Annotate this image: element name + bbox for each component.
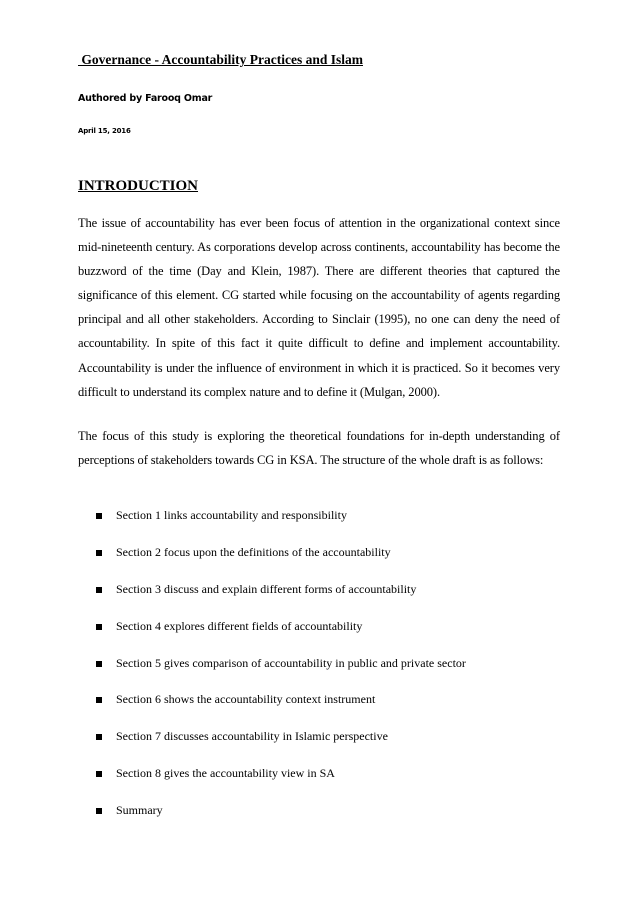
list-item-text: Section 4 explores different fields of accountability — [116, 618, 363, 633]
list-item — [96, 766, 466, 803]
square-bullet-icon — [96, 550, 102, 556]
list-item-text: Summary — [116, 803, 163, 818]
square-bullet-icon — [96, 587, 102, 593]
list-item-text: Section 3 discuss and explain different forms of accountability — [116, 581, 417, 596]
square-bullet-icon — [96, 734, 102, 740]
list-item-text: Section 1 links accountability and responsibility — [116, 508, 347, 522]
introduction-paragraph-2: The focus of this study is exploring the theoretical foundations for in-depth understanding of perceptions of stakeholders towards CG in KSA. The structure of the whole draft is as follows: — [78, 429, 560, 468]
publication-date: April 15, 2016 — [78, 127, 131, 135]
list-item-text: Section 5 gives comparison of accountability in public and private sector — [116, 655, 466, 670]
list-item — [96, 692, 466, 729]
list-item — [96, 508, 466, 545]
list-item — [96, 619, 466, 656]
square-bullet-icon — [96, 808, 102, 814]
square-bullet-icon — [96, 771, 102, 777]
square-bullet-icon — [96, 661, 102, 667]
list-item-text: Section 6 shows the accountability context instrument — [116, 692, 376, 707]
list-item — [96, 729, 466, 766]
square-bullet-icon — [96, 697, 102, 703]
square-bullet-icon — [96, 624, 102, 630]
list-item-text: Section 8 gives the accountability view in SA — [116, 766, 335, 781]
list-item — [96, 803, 466, 840]
introduction-heading: INTRODUCTION — [78, 178, 199, 194]
author-line: Authored by Farooq Omar — [78, 93, 213, 104]
square-bullet-icon — [96, 513, 102, 519]
list-item-text: Section 7 discusses accountability in Islamic perspective — [116, 729, 388, 744]
introduction-paragraph-1: The issue of accountability has ever been focus of attention in the organizational context since mid-nineteenth century. As corporations develop across continents, accountability has become the buzzword of the time (Day and Klein, 1987). There are different theories that captured the significance of this element. CG started while focusing on the accountability of agents regarding principal and all other stakeholders. According to Sinclair (1995), no one can deny the need of accountability. In spite of this fact it quite difficult to define and implement accountability. Accountability is under the influence of environment in which it is practiced. So it becomes very difficult to understand its complex nature and to define it (Mulgan, 2000). — [78, 216, 560, 399]
list-item-text: Section 2 focus upon the definitions of the accountability — [116, 544, 391, 559]
document-title: Governance - Accountability Practices and Islam — [78, 52, 363, 67]
list-item — [96, 582, 466, 619]
list-item — [96, 545, 466, 582]
list-item — [96, 656, 466, 693]
section-list — [96, 508, 466, 840]
